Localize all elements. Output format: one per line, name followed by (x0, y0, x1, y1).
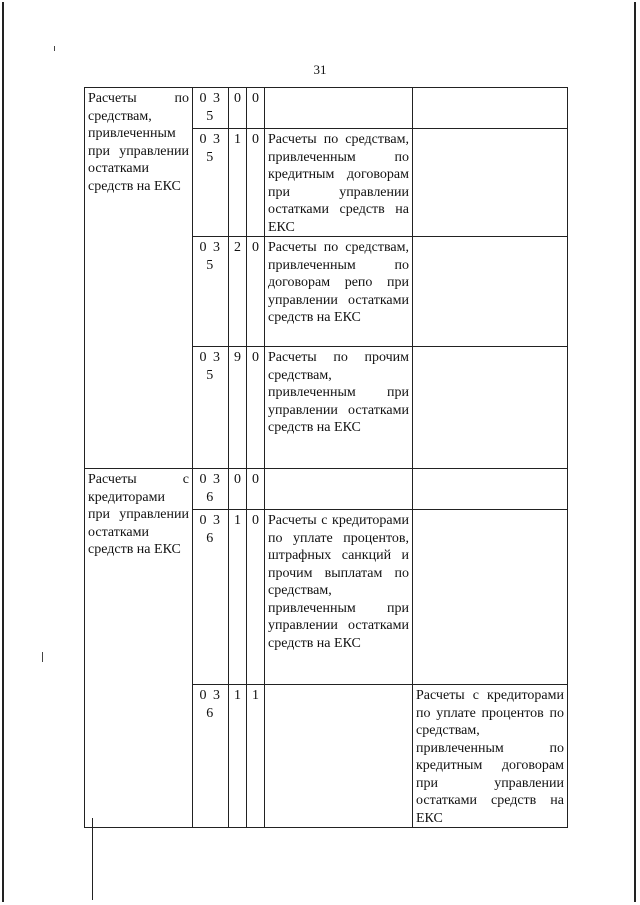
digit-cell: 0 (229, 469, 247, 510)
digit-cell: 0 (247, 347, 265, 469)
sub-description-cell (413, 129, 568, 237)
digit-cell: 2 (229, 237, 247, 347)
sub-description-cell (413, 469, 568, 510)
sub-description-cell: Расчеты с кредиторами по уплате процентов по средствам, привлеченным по кредитным договорам при управлении остатками средств на ЕКС (413, 685, 568, 828)
group-name-cell: Расчеты по средствам, привлеченным при управлении остатками средств на ЕКС (85, 88, 193, 469)
description-cell: Расчеты с кредиторами по уплате процентов, штрафных санкций и прочим выплатам по средствам, привлеченным при управлении остатками средств на ЕКС (265, 510, 413, 685)
scan-mark (54, 46, 55, 51)
account-code-cell: 0 3 5 (193, 237, 229, 347)
account-code-cell: 0 3 6 (193, 685, 229, 828)
page-number: 31 (313, 62, 327, 77)
digit-cell: 0 (247, 129, 265, 237)
digit-cell: 0 (247, 469, 265, 510)
digit-cell: 1 (247, 685, 265, 828)
account-code-cell: 0 3 5 (193, 88, 229, 129)
digit-cell: 1 (229, 685, 247, 828)
digit-cell: 1 (229, 129, 247, 237)
description-cell (265, 469, 413, 510)
sub-description-cell (413, 347, 568, 469)
account-code-cell: 0 3 5 (193, 347, 229, 469)
digit-cell: 0 (247, 88, 265, 129)
digit-cell: 0 (247, 237, 265, 347)
sub-description-cell (413, 88, 568, 129)
description-cell: Расчеты по прочим средствам, привлеченным при управлении остатками средств на ЕКС (265, 347, 413, 469)
description-cell: Расчеты по средствам, привлеченным по договорам репо при управлении остатками средств на ЕКС (265, 237, 413, 347)
table-row (85, 88, 568, 129)
description-cell: Расчеты по средствам, привлеченным по кредитным договорам при управлении остатками средств на ЕКС (265, 129, 413, 237)
description-cell (265, 685, 413, 828)
accounts-table (84, 87, 568, 828)
digit-cell: 1 (229, 510, 247, 685)
digit-cell: 0 (247, 510, 265, 685)
account-code-cell: 0 3 5 (193, 129, 229, 237)
table-row (85, 469, 568, 510)
sub-description-cell (413, 510, 568, 685)
description-cell (265, 88, 413, 129)
digit-cell: 0 (229, 88, 247, 129)
scan-mark (42, 652, 43, 662)
account-code-cell: 0 3 6 (193, 510, 229, 685)
group-name-cell: Расчеты с кредиторами при управлении остатками средств на ЕКС (85, 469, 193, 828)
table-continuation-line (92, 818, 93, 900)
digit-cell: 9 (229, 347, 247, 469)
account-code-cell: 0 3 6 (193, 469, 229, 510)
sub-description-cell (413, 237, 568, 347)
